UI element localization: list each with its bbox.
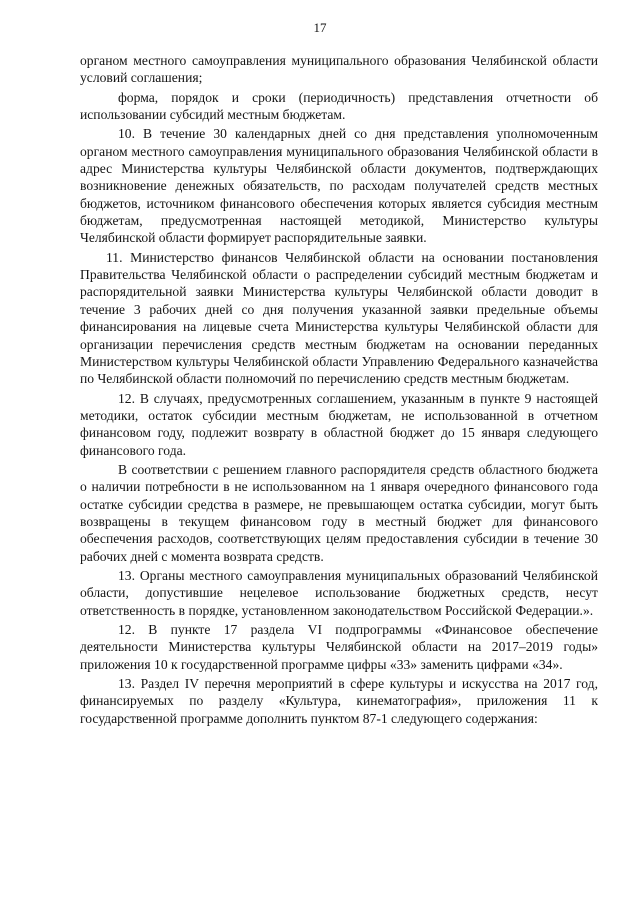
text-body [80,52,598,729]
paragraph-11: 11. Министерство финансов Челябинской области на основании постановления Правительства Челябинской области о распределении субсидий местным бюджетам и распорядительной заявки Министерства культуры Челябинской области доводит в течение 3 рабочих дней со дня получения указанной заявки предельные объемы финансирования на лицевые счета Министерства культуры Челябинской области для организации перечисления средств местным бюджетам на основании переданных Министерством культуры Челябинской области Управлению Федерального казначейства по Челябинской области полномочий по перечислению средств местным бюджетам. [80,249,598,387]
paragraph-12: 12. В случаях, предусмотренных соглашением, указанным в пункте 9 настоящей методики, остаток субсидии местным бюджетам, не использованной в отчетном финансовом году, подлежит возврату в областной бюджет до 15 января следующего финансового года. [80,390,598,458]
paragraph-conditions: органом местного самоуправления муниципального образования Челябинской области условий соглашения; [80,53,598,86]
paragraph-item-12-amendment: 12. В пункте 17 раздела VI подпрограммы «Финансовое обеспечение деятельности Министерства культуры Челябинской области на 2017–2019 годы» приложения 10 к государственной программе цифры «33» заменить цифрами «34». [80,622,598,672]
paragraph-item-13-amendment: 13. Раздел IV перечня мероприятий в сфере культуры и искусства на 2017 год, финансируемых по разделу «Культура, кинематография», приложения 11 к государственной программе дополнить пунктом 87-1 следующего содержания: [80,676,598,726]
paragraph-return-decision: В соответствии с решением главного распорядителя средств областного бюджета о наличии потребности в не использованном на 1 января очередного финансового года остатке субсидии средства в размере, не превышающем остатка субсидии, могут быть возвращены в текущем финансовом году в местный бюджет для финансового обеспечения расходов, соответствующих целям предоставления субсидии в течение 30 рабочих дней с момента возврата средств. [80,461,598,564]
paragraph-10: 10. В течение 30 календарных дней со дня представления уполномоченным органом местного самоуправления муниципального образования Челябинской области в адрес Министерства культуры Челябинской области документов, подтверждающих возникновение денежных обязательств, по расходам получателей средств местных бюджетов, источником финансового обеспечения которых является субсидия местным бюджетам, предусмотренная настоящей методикой, Министерство культуры Челябинской области формирует распорядительные заявки. [80,126,598,246]
paragraph-13: 13. Органы местного самоуправления муниципальных образований Челябинской области, допустившие нецелевое использование бюджетных средств, несут ответственность в порядке, установленном законодательством Российской Федерации.». [80,567,598,618]
page-number: 17 [313,20,327,35]
paragraph-reporting-form: форма, порядок и сроки (периодичность) представления отчетности об использовании субсидий местным бюджетам. [80,89,598,123]
